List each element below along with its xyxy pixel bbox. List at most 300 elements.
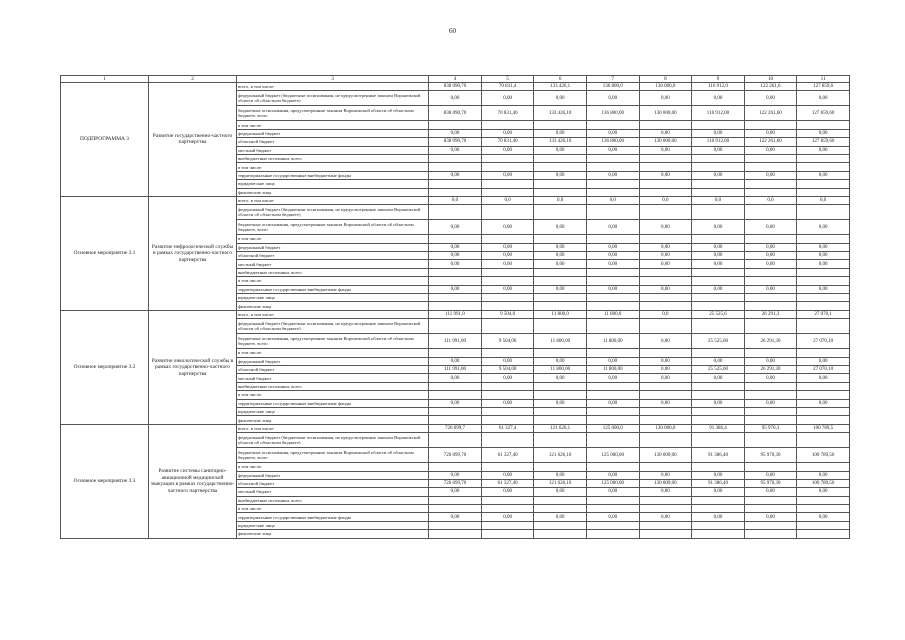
amount-cell: 111 991,00 (429, 334, 482, 349)
amount-cell (744, 521, 797, 529)
amount-cell: 0,00 (797, 91, 850, 106)
amount-cell (429, 268, 482, 276)
amount-cell (481, 277, 534, 285)
amount-cell: 0,00 (797, 243, 850, 251)
amount-cell (429, 302, 482, 310)
amount-cell: 0,00 (797, 357, 850, 365)
amount-cell (429, 154, 482, 162)
table-body (61, 76, 850, 539)
amount-cell: 0,00 (586, 488, 639, 496)
amount-cell: 61 327,40 (481, 448, 534, 463)
amount-cell: 0,00 (481, 171, 534, 179)
amount-cell: 0,00 (534, 260, 587, 268)
amount-cell (429, 294, 482, 302)
amount-cell: 121 626,10 (534, 448, 587, 463)
amount-cell: 133 426,10 (534, 138, 587, 146)
amount-cell: 0,00 (744, 357, 797, 365)
amount-cell: 0,00 (692, 513, 745, 521)
amount-cell (797, 205, 850, 220)
amount-cell: 0,00 (534, 243, 587, 251)
amount-cell (744, 463, 797, 471)
amount-cell: 0,0 (481, 196, 534, 204)
amount-cell: 121 626,1 (534, 424, 587, 432)
program-name-cell: Основное мероприятие 3.3 (61, 424, 149, 538)
amount-cell (639, 163, 692, 171)
amount-cell (534, 235, 587, 243)
amount-cell: 116 912,00 (692, 106, 745, 121)
column-number-cell: 1 (61, 76, 149, 83)
amount-cell (586, 496, 639, 504)
column-number-cell: 5 (481, 76, 534, 83)
amount-cell: 0,00 (481, 146, 534, 154)
amount-cell: 0,00 (692, 471, 745, 479)
amount-cell: 0,00 (481, 285, 534, 293)
column-number-cell: 8 (639, 76, 692, 83)
amount-cell: 0,00 (692, 243, 745, 251)
funding-source-cell: всего, в том числе: (237, 424, 429, 432)
amount-cell: 0,00 (797, 129, 850, 137)
amount-cell: 0,00 (481, 513, 534, 521)
amount-cell (481, 530, 534, 538)
amount-cell (797, 463, 850, 471)
amount-cell: 0,00 (639, 260, 692, 268)
amount-cell (534, 463, 587, 471)
amount-cell: 125 000,0 (586, 424, 639, 432)
amount-cell: 0,0 (639, 196, 692, 204)
amount-cell: 0,00 (481, 243, 534, 251)
column-number-cell: 6 (534, 76, 587, 83)
amount-cell (639, 463, 692, 471)
funding-source-cell: бюджетные ассигнования, предусмотренные законом Воронежской области об областном бюджете, всего (237, 448, 429, 463)
amount-cell: 0,00 (692, 488, 745, 496)
amount-cell (692, 205, 745, 220)
amount-cell (586, 391, 639, 399)
funding-source-cell: физические лица (237, 302, 429, 310)
amount-cell: 122 261,60 (744, 138, 797, 146)
amount-cell: 838 090,70 (429, 106, 482, 121)
amount-cell (797, 277, 850, 285)
amount-cell: 0,00 (692, 357, 745, 365)
amount-cell (692, 319, 745, 334)
amount-cell (744, 530, 797, 538)
amount-cell (534, 521, 587, 529)
amount-cell: 0,00 (429, 243, 482, 251)
amount-cell (744, 188, 797, 196)
amount-cell (429, 505, 482, 513)
amount-cell (639, 121, 692, 129)
amount-cell: 9 504,0 (481, 310, 534, 318)
funding-source-cell: местный бюджет (237, 146, 429, 154)
amount-cell: 25 525,60 (692, 365, 745, 373)
amount-cell (586, 319, 639, 334)
amount-cell: 0,00 (744, 260, 797, 268)
amount-cell: 0,00 (481, 260, 534, 268)
amount-cell: 0,00 (639, 252, 692, 260)
amount-cell (639, 496, 692, 504)
amount-cell: 0,00 (586, 357, 639, 365)
amount-cell (534, 319, 587, 334)
amount-cell: 121 626,10 (534, 479, 587, 487)
funding-source-cell: областной бюджет (237, 365, 429, 373)
amount-cell: 0,00 (639, 129, 692, 137)
amount-cell (639, 416, 692, 424)
amount-cell: 0,00 (586, 243, 639, 251)
program-name-cell: Основное мероприятие 3.1 (61, 196, 149, 310)
amount-cell: 0,00 (744, 171, 797, 179)
funding-source-cell: территориальные государственные внебюджетные фонды (237, 513, 429, 521)
amount-cell (797, 391, 850, 399)
amount-cell (481, 121, 534, 129)
amount-cell (797, 521, 850, 529)
amount-cell: 0,0 (744, 196, 797, 204)
amount-cell: 0,00 (586, 260, 639, 268)
column-number-cell: 2 (149, 76, 237, 83)
amount-cell: 0,00 (429, 260, 482, 268)
amount-cell: 26 291,3 (744, 310, 797, 318)
amount-cell (639, 302, 692, 310)
amount-cell (797, 416, 850, 424)
funding-source-cell: физические лица (237, 530, 429, 538)
amount-cell (639, 268, 692, 276)
amount-cell: 70 831,4 (481, 83, 534, 91)
amount-cell: 25 525,60 (692, 334, 745, 349)
funding-source-cell: бюджетные ассигнования, предусмотренные законом Воронежской области об областном бюджете, всего (237, 220, 429, 235)
amount-cell: 0,00 (639, 374, 692, 382)
amount-cell: 0,00 (586, 220, 639, 235)
amount-cell (481, 391, 534, 399)
amount-cell (744, 268, 797, 276)
amount-cell (639, 349, 692, 357)
amount-cell (429, 407, 482, 415)
amount-cell (534, 530, 587, 538)
amount-cell: 0,0 (586, 196, 639, 204)
program-name-cell: ПОДПРОГРАММА 3 (61, 83, 149, 197)
amount-cell: 0,00 (534, 171, 587, 179)
amount-cell (429, 319, 482, 334)
amount-cell: 0,00 (692, 171, 745, 179)
amount-cell: 0,00 (639, 243, 692, 251)
amount-cell (534, 382, 587, 390)
column-number-cell: 3 (237, 76, 429, 83)
amount-cell: 70 831,40 (481, 138, 534, 146)
amount-cell (429, 121, 482, 129)
amount-cell: 130 000,0 (639, 424, 692, 432)
amount-cell (797, 302, 850, 310)
funding-source-cell: федеральный бюджет (бюджетные ассигнования, не предусмотренные законом Воронежской области об областном бюджете) (237, 91, 429, 106)
amount-cell: 11 800,00 (586, 334, 639, 349)
amount-cell (481, 463, 534, 471)
amount-cell (481, 319, 534, 334)
amount-cell (481, 268, 534, 276)
amount-cell: 838 090,70 (429, 83, 482, 91)
amount-cell (534, 433, 587, 448)
amount-cell: 0,00 (692, 129, 745, 137)
amount-cell (481, 302, 534, 310)
amount-cell: 0,00 (481, 220, 534, 235)
amount-cell (744, 319, 797, 334)
amount-cell: 0,00 (429, 129, 482, 137)
column-number-cell: 9 (692, 76, 745, 83)
amount-cell (586, 433, 639, 448)
amount-cell (639, 235, 692, 243)
amount-cell (481, 154, 534, 162)
amount-cell: 0,00 (586, 374, 639, 382)
amount-cell (744, 407, 797, 415)
amount-cell (586, 277, 639, 285)
amount-cell: 0,00 (534, 399, 587, 407)
amount-cell (639, 530, 692, 538)
funding-source-cell: местный бюджет (237, 374, 429, 382)
table-row (61, 196, 850, 204)
amount-cell (744, 382, 797, 390)
amount-cell (744, 294, 797, 302)
amount-cell (534, 391, 587, 399)
amount-cell: 0,0 (639, 310, 692, 318)
amount-cell: 27 070,10 (797, 365, 850, 373)
amount-cell: 0,00 (639, 365, 692, 373)
amount-cell (797, 180, 850, 188)
amount-cell: 0,00 (534, 471, 587, 479)
funding-source-cell: в том числе: (237, 163, 429, 171)
amount-cell: 0,00 (429, 285, 482, 293)
amount-cell: 0,00 (797, 252, 850, 260)
amount-cell: 125 000,00 (586, 479, 639, 487)
amount-cell: 726 099,70 (429, 479, 482, 487)
amount-cell: 0,00 (744, 91, 797, 106)
amount-cell: 0,00 (744, 146, 797, 154)
amount-cell (534, 205, 587, 220)
amount-cell (692, 433, 745, 448)
amount-cell: 133 426,1 (534, 83, 587, 91)
program-subject-cell: Развитие системы санитарно-авиационной медицинской эвакуации в рамках государственно-частного партнерства (149, 424, 237, 538)
amount-cell (639, 294, 692, 302)
program-name-cell: Основное мероприятие 3.2 (61, 310, 149, 424)
funding-source-cell: всего, в том числе: (237, 310, 429, 318)
amount-cell (586, 521, 639, 529)
amount-cell: 130 000,00 (639, 106, 692, 121)
amount-cell (481, 416, 534, 424)
amount-cell (481, 205, 534, 220)
amount-cell (692, 416, 745, 424)
amount-cell: 0,00 (429, 399, 482, 407)
amount-cell (534, 121, 587, 129)
amount-cell: 61 327,4 (481, 424, 534, 432)
amount-cell: 27 070,10 (797, 334, 850, 349)
funding-source-cell: внебюджетные источники, всего (237, 268, 429, 276)
amount-cell: 0,00 (639, 171, 692, 179)
amount-cell (481, 521, 534, 529)
amount-cell (586, 294, 639, 302)
amount-cell (429, 382, 482, 390)
amount-cell (429, 521, 482, 529)
amount-cell (481, 505, 534, 513)
amount-cell (429, 188, 482, 196)
amount-cell: 0,00 (744, 399, 797, 407)
table-row (61, 83, 850, 91)
amount-cell (586, 349, 639, 357)
funding-source-cell: федеральный бюджет (бюджетные ассигнования, не предусмотренные законом Воронежской области об областном бюджете) (237, 319, 429, 334)
amount-cell: 0,00 (639, 334, 692, 349)
amount-cell (744, 205, 797, 220)
amount-cell (481, 407, 534, 415)
amount-cell (481, 180, 534, 188)
amount-cell (797, 349, 850, 357)
funding-source-cell: федеральный бюджет (бюджетные ассигнования, не предусмотренные законом Воронежской области об областном бюджете) (237, 205, 429, 220)
program-subject-cell: Развитие онкологической службы в рамках государственно-частного партнерства (149, 310, 237, 424)
amount-cell: 0,00 (481, 471, 534, 479)
funding-source-cell: местный бюджет (237, 488, 429, 496)
amount-cell (534, 349, 587, 357)
amount-cell: 0,00 (744, 129, 797, 137)
amount-cell (586, 407, 639, 415)
amount-cell (429, 349, 482, 357)
amount-cell (586, 121, 639, 129)
amount-cell (797, 505, 850, 513)
amount-cell: 0,00 (586, 129, 639, 137)
amount-cell (534, 163, 587, 171)
amount-cell: 0,00 (797, 285, 850, 293)
amount-cell: 0,00 (744, 513, 797, 521)
amount-cell: 0,00 (639, 488, 692, 496)
budget-table (60, 75, 850, 539)
amount-cell: 0,00 (534, 91, 587, 106)
amount-cell: 95 970,30 (744, 479, 797, 487)
amount-cell: 0,00 (481, 91, 534, 106)
amount-cell: 0,00 (586, 171, 639, 179)
amount-cell (744, 154, 797, 162)
amount-cell (692, 154, 745, 162)
amount-cell: 0,00 (481, 357, 534, 365)
amount-cell (481, 433, 534, 448)
funding-source-cell: территориальные государственные внебюджетные фонды (237, 171, 429, 179)
amount-cell: 136 800,00 (586, 138, 639, 146)
funding-source-cell: юридические лица (237, 521, 429, 529)
amount-cell (429, 530, 482, 538)
amount-cell: 0,0 (692, 196, 745, 204)
column-number-cell: 11 (797, 76, 850, 83)
amount-cell (586, 180, 639, 188)
amount-cell: 0,00 (797, 146, 850, 154)
amount-cell: 11 800,0 (586, 310, 639, 318)
amount-cell (692, 530, 745, 538)
column-number-cell: 10 (744, 76, 797, 83)
amount-cell: 0,00 (692, 252, 745, 260)
amount-cell: 0,00 (586, 399, 639, 407)
amount-cell (429, 416, 482, 424)
amount-cell (534, 496, 587, 504)
amount-cell (586, 268, 639, 276)
amount-cell: 26 291,30 (744, 365, 797, 373)
amount-cell: 11 800,00 (534, 334, 587, 349)
amount-cell: 0,00 (534, 220, 587, 235)
funding-source-cell: внебюджетные источники, всего (237, 496, 429, 504)
amount-cell: 0,00 (429, 357, 482, 365)
amount-cell (797, 154, 850, 162)
amount-cell: 100 789,50 (797, 448, 850, 463)
amount-cell (744, 349, 797, 357)
amount-cell (586, 188, 639, 196)
amount-cell: 0,00 (797, 399, 850, 407)
amount-cell: 0,00 (692, 285, 745, 293)
amount-cell (692, 268, 745, 276)
amount-cell (797, 407, 850, 415)
amount-cell (744, 180, 797, 188)
amount-cell: 726 099,70 (429, 448, 482, 463)
amount-cell: 0,00 (586, 285, 639, 293)
amount-cell (481, 349, 534, 357)
amount-cell: 0,00 (744, 471, 797, 479)
amount-cell (429, 205, 482, 220)
amount-cell (692, 302, 745, 310)
funding-source-cell: внебюджетные источники, всего (237, 382, 429, 390)
amount-cell: 0,00 (534, 357, 587, 365)
amount-cell: 0,00 (586, 513, 639, 521)
amount-cell: 0,00 (797, 488, 850, 496)
amount-cell: 95 970,3 (744, 424, 797, 432)
amount-cell: 0,00 (429, 91, 482, 106)
amount-cell (586, 205, 639, 220)
amount-cell: 0,00 (481, 488, 534, 496)
amount-cell (429, 180, 482, 188)
amount-cell (429, 496, 482, 504)
amount-cell (429, 391, 482, 399)
amount-cell: 61 327,40 (481, 479, 534, 487)
amount-cell: 0,00 (429, 471, 482, 479)
amount-cell: 9 504,00 (481, 365, 534, 373)
amount-cell: 0,00 (797, 220, 850, 235)
amount-cell: 0,00 (639, 513, 692, 521)
amount-cell (534, 294, 587, 302)
funding-source-cell: всего, в том числе: (237, 83, 429, 91)
amount-cell (692, 349, 745, 357)
amount-cell: 136 800,00 (586, 106, 639, 121)
amount-cell: 130 000,00 (639, 138, 692, 146)
funding-source-cell: федеральный бюджет (237, 471, 429, 479)
amount-cell: 0,0 (797, 196, 850, 204)
amount-cell: 0,00 (481, 129, 534, 137)
amount-cell (639, 382, 692, 390)
amount-cell: 0,00 (639, 357, 692, 365)
amount-cell (429, 463, 482, 471)
amount-cell: 130 000,00 (639, 479, 692, 487)
amount-cell: 0,00 (797, 513, 850, 521)
funding-source-cell: областной бюджет (237, 138, 429, 146)
amount-cell (797, 319, 850, 334)
amount-cell: 0,00 (481, 374, 534, 382)
funding-source-cell: в том числе: (237, 391, 429, 399)
amount-cell (744, 121, 797, 129)
amount-cell (744, 416, 797, 424)
amount-cell (797, 188, 850, 196)
amount-cell (429, 277, 482, 285)
amount-cell: 11 800,0 (534, 310, 587, 318)
amount-cell (586, 382, 639, 390)
funding-source-cell: внебюджетные источники, всего (237, 154, 429, 162)
amount-cell: 0,00 (744, 220, 797, 235)
amount-cell: 726 099,7 (429, 424, 482, 432)
amount-cell (744, 163, 797, 171)
amount-cell: 0,00 (429, 171, 482, 179)
amount-cell (481, 163, 534, 171)
amount-cell (744, 235, 797, 243)
amount-cell: 0,00 (429, 252, 482, 260)
amount-cell (797, 235, 850, 243)
amount-cell: 9 504,00 (481, 334, 534, 349)
amount-cell (429, 163, 482, 171)
funding-source-cell: федеральный бюджет (бюджетные ассигнования, не предусмотренные законом Воронежской области об областном бюджете) (237, 433, 429, 448)
amount-cell: 0,00 (429, 220, 482, 235)
amount-cell: 0,00 (639, 220, 692, 235)
